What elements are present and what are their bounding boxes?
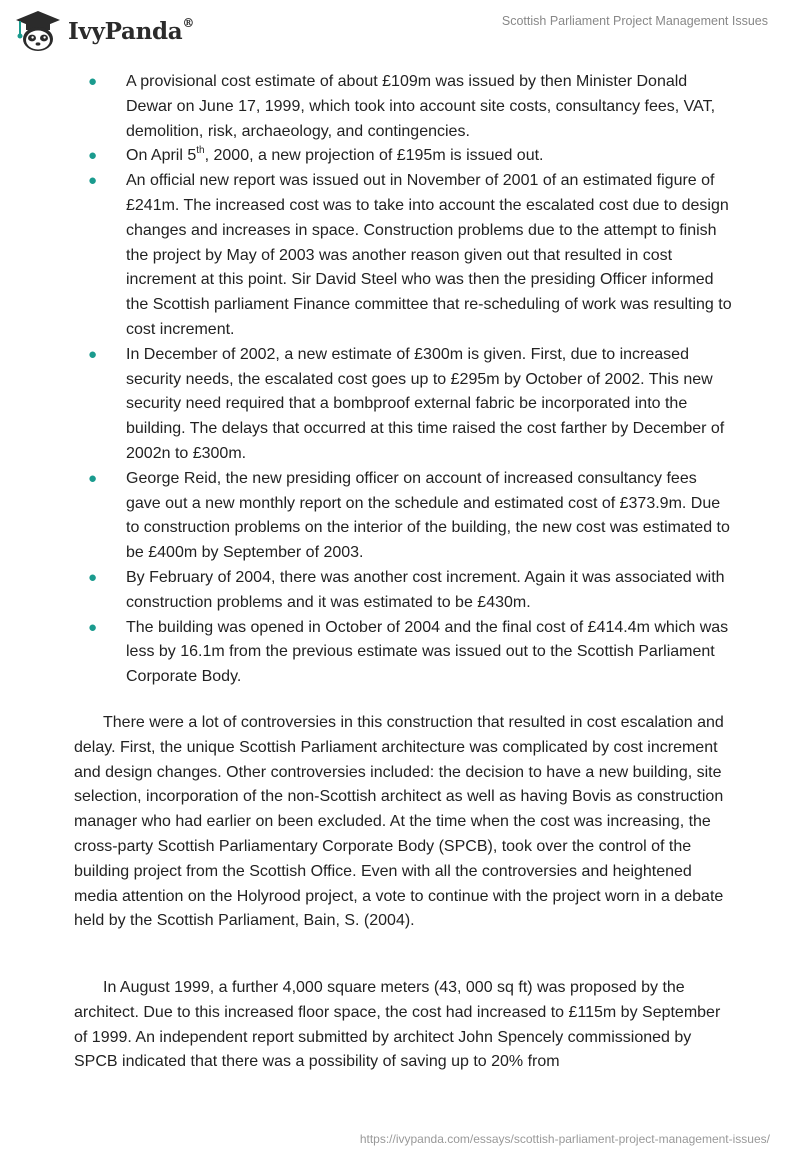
bullet-dot-icon: ●	[88, 73, 98, 90]
list-item-text: A provisional cost estimate of about £109m was issued by then Minister Donald Dewar on June 17, 1999, which took into account site costs, consultancy fees, VAT, demolition, risk, archaeology, and contingencies.	[126, 73, 716, 140]
list-item-text: By February of 2004, there was another cost increment. Again it was associated with construction problems and it was estimated to be £430m.	[126, 568, 725, 611]
cost-history-list	[74, 70, 734, 690]
source-url[interactable]: https://ivypanda.com/essays/scottish-parliament-project-management-issues/	[359, 1132, 770, 1146]
list-item	[74, 343, 734, 467]
bullet-dot-icon: ●	[88, 469, 98, 487]
bullet-dot-icon: ●	[88, 618, 98, 636]
bullet-dot-icon: ●	[88, 147, 98, 165]
list-item-text: George Reid, the new presiding officer on account of increased consultancy fees gave out a new monthly report on the schedule and estimated cost of £373.9m. Due to construction problems on the interior of the building, the new cost was estimated to be £400m by September of 2003.	[126, 469, 730, 562]
list-item	[74, 616, 734, 690]
list-item	[74, 144, 734, 169]
body-paragraph-floor-space: In August 1999, a further 4,000 square meters (43, 000 sq ft) was proposed by the architect. Due to this increased floor space, the cost had increased to £115m by September of 1999. An independent report submitted by architect John Spencely commissioned by SPCB indicated that there was a possibility of saving up to 20% from	[74, 979, 721, 1071]
panda-graduate-icon	[14, 9, 62, 53]
list-item-text: In December of 2002, a new estimate of £300m is given. First, due to increased security needs, the escalated cost goes up to £295m by October of 2002. This new security need required that a bombproof external fabric be incorporated into the building. The delays that occurred at this time raised the cost farther by December of 2002n to £300m.	[126, 345, 725, 462]
page-header	[0, 0, 800, 60]
list-item	[74, 467, 734, 566]
list-item	[74, 70, 734, 144]
body-paragraph-controversies: There were a lot of controversies in this construction that resulted in cost escalation and delay. First, the unique Scottish Parliament architecture was complicated by cost increment and design changes. Other controversies included: the decision to have a new building, site selection, incorporation of the non-Scottish architect as well as having Bovis as construction manager who had earlier on been excluded. At the time when the cost was increasing, the cross-party Scottish Parliamentary Corporate Body (SPCB), took over the control of the building project from the Scottish Office. Even with all the controversies and heightened media attention on the Holyrood project, a vote to continue with the project worn in a debate held by the Scottish Parliament, Bain, S. (2004).	[74, 714, 724, 930]
list-item-text: On April 5th, 2000, a new projection of £195m is issued out.	[126, 145, 544, 165]
brand-name: IvyPanda®	[68, 15, 195, 45]
document-title: Scottish Parliament Project Management Issues	[501, 14, 768, 28]
bullet-dot-icon: ●	[88, 345, 98, 363]
list-item	[74, 169, 734, 343]
list-item-text: The building was opened in October of 2004 and the final cost of £414.4m which was less by 16.1m from the previous estimate was issued out to the Scottish Parliament Corporate Body.	[126, 618, 729, 686]
bullet-dot-icon: ●	[88, 568, 98, 586]
list-item-text: An official new report was issued out in November of 2001 of an estimated figure of £241m. The increased cost was to take into account the escalated cost due to design changes and increases in space. Construction problems due to the attempt to finish the project by May of 2003 was another reason given out that resulted in cost increment at this point. Sir David Steel who was then the presiding Officer informed the Scottish parliament Finance committee that re-scheduling of work was resulting to cost increment.	[126, 172, 732, 338]
list-item	[74, 566, 734, 616]
brand-logo[interactable]	[14, 8, 194, 54]
bullet-dot-icon: ●	[88, 172, 98, 190]
